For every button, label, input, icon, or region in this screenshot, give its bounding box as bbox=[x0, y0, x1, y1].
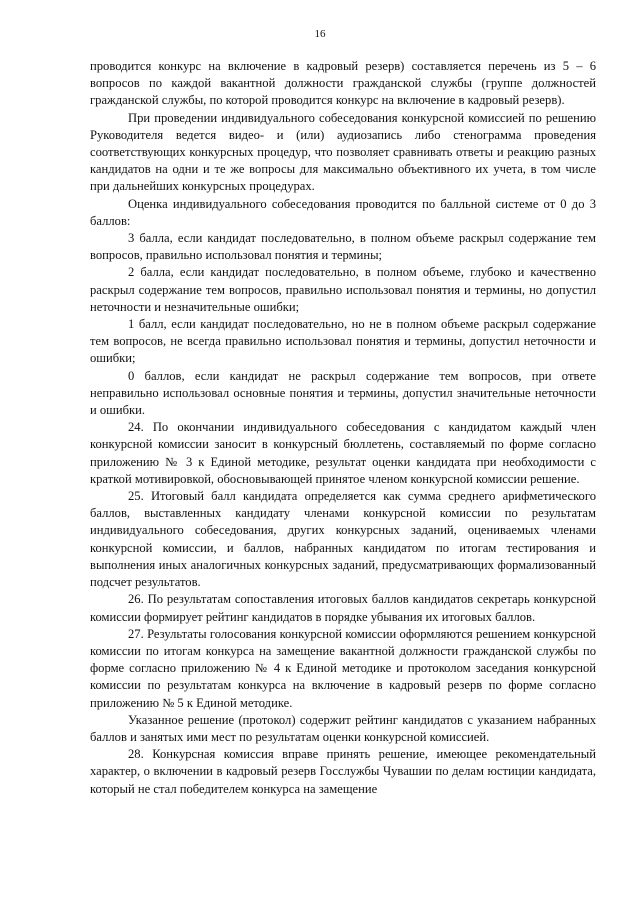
paragraph: 2 балла, если кандидат последовательно, в полном объеме, глубоко и качественно раскрыл содержание тем вопросов, правильно использовал понятия и термины, но допустил неточности и незначительные ошибки; bbox=[90, 265, 596, 314]
paragraph: 28. Конкурсная комиссия вправе принять решение, имеющее рекомендательный характер, о включении в кадровый резерв Госслужбы Чувашии по делам юстиции кандидата, который не стал победителем конкурса на замещение bbox=[90, 747, 596, 796]
body-text bbox=[90, 58, 596, 798]
paragraph: 25. Итоговый балл кандидата определяется как сумма среднего арифметического баллов, выставленных кандидату членами конкурсной комиссии по результатам индивидуального собеседования, других конкурсных заданий, оцениваемых членами конкурсной комиссии, и баллов, набранных кандидатом по итогам тестирования и выполнения иных аналогичных конкурсных заданий, предусматривающих формализованный подсчет результатов. bbox=[90, 489, 596, 590]
paragraph: 24. По окончании индивидуального собеседования с кандидатом каждый член конкурсной комиссии заносит в конкурсный бюллетень, составляемый по форме согласно приложению № 3 к Единой методике, результат оценки кандидата при необходимости с краткой мотивировкой, обосновывающей принятое членом конкурсной комиссии решение. bbox=[90, 420, 596, 486]
paragraph: 1 балл, если кандидат последовательно, но не в полном объеме раскрыл содержание тем вопросов, не всегда правильно использовал понятия и термины, допустил неточности и ошибки; bbox=[90, 317, 596, 366]
paragraph: проводится конкурс на включение в кадровый резерв) составляется перечень из 5 – 6 вопросов по каждой вакантной должности гражданской службы (группе должностей гражданской службы, по которой проводится конкурс на включение в кадровый резерв). bbox=[90, 59, 596, 108]
paragraph: 26. По результатам сопоставления итоговых баллов кандидатов секретарь конкурсной комиссии формирует рейтинг кандидатов в порядке убывания их итоговых баллов. bbox=[90, 592, 596, 624]
page-number: 16 bbox=[314, 28, 326, 40]
paragraph: Оценка индивидуального собеседования проводится по балльной системе от 0 до 3 баллов: bbox=[90, 196, 596, 228]
paragraph: Указанное решение (протокол) содержит рейтинг кандидатов с указанием набранных баллов и занятых ими мест по результатам оценки конкурсной комиссией. bbox=[90, 712, 596, 744]
paragraph: 27. Результаты голосования конкурсной комиссии оформляются решением конкурсной комиссии по итогам конкурса на замещение вакантной должности гражданской службы по форме согласно приложению № 4 к Единой методике и протоколом заседания конкурсной комиссии по результатам конкурса на включение в кадровый резерв по форме согласно приложению № 5 к Единой методике. bbox=[90, 626, 596, 710]
paragraph: 3 балла, если кандидат последовательно, в полном объеме раскрыл содержание тем вопросов, правильно использовал понятия и термины; bbox=[90, 231, 596, 263]
paragraph: 0 баллов, если кандидат не раскрыл содержание тем вопросов, при ответе неправильно использовал основные понятия и термины, допустил значительные неточности и ошибки. bbox=[90, 368, 596, 418]
paragraph: При проведении индивидуального собеседования конкурсной комиссией по решению Руководителя ведется видео- и (или) аудиозапись либо стенограмма проведения соответствующих конкурсных процедур, что позволяет сравнивать ответы и реакцию разных кандидатов на одни и те же вопросы для максимально объективного их учета, в том числе при дальнейших конкурсных процедурах. bbox=[90, 110, 596, 194]
